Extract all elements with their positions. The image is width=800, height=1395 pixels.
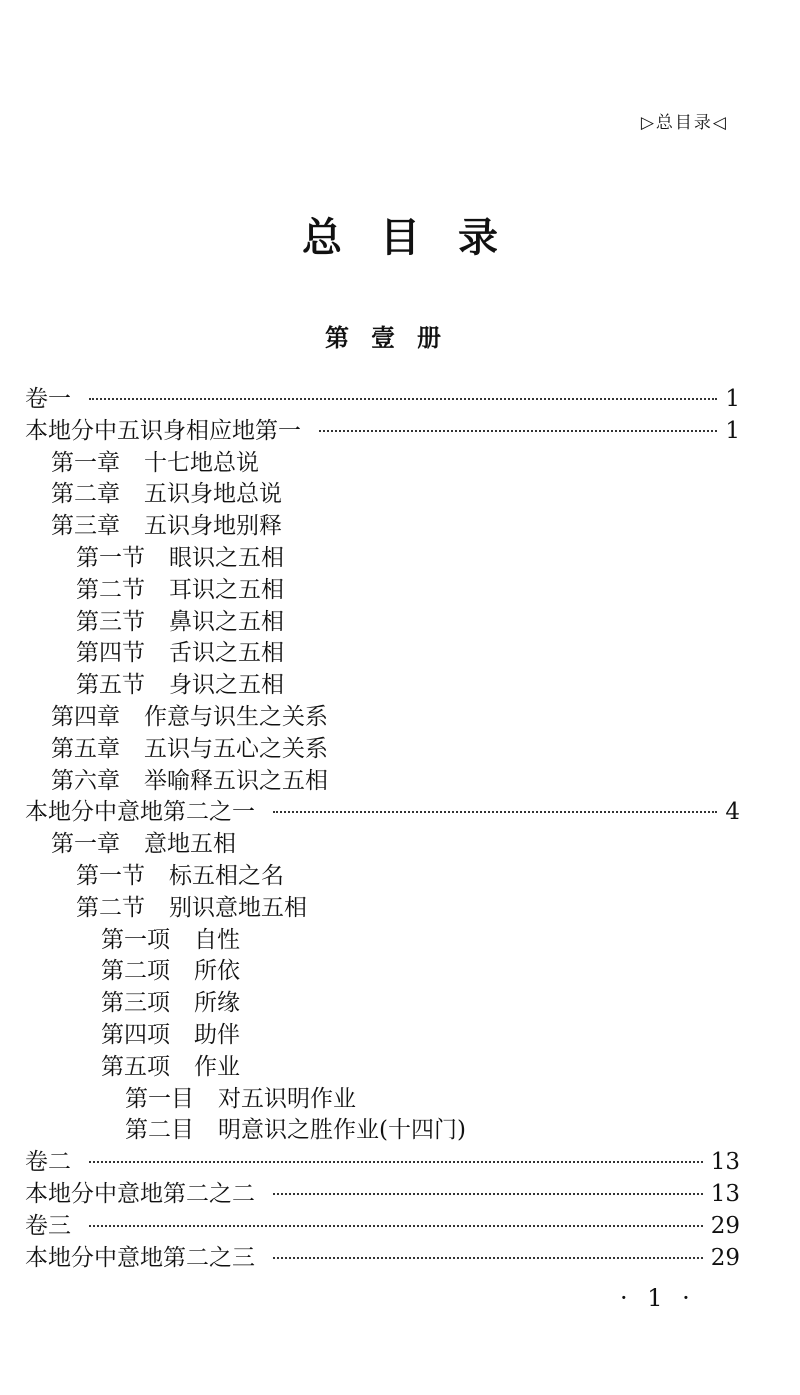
toc-entry-title: 标五相之名 — [169, 862, 284, 889]
toc-entry[interactable] — [25, 766, 740, 798]
toc-entry-page: 13 — [710, 1180, 740, 1207]
toc-entry-page: 1 — [725, 417, 740, 444]
toc-entry[interactable] — [25, 702, 740, 734]
dot-leader — [273, 1193, 703, 1195]
toc-entry-number: 第四项 — [101, 1021, 170, 1048]
toc-entry-page: 1 — [725, 386, 740, 412]
toc-entry-title: 自性 — [194, 926, 240, 953]
toc-entry[interactable] — [25, 734, 740, 766]
toc-entry-number: 第二节 — [76, 576, 145, 603]
toc-entry[interactable] — [25, 861, 740, 893]
toc-entry[interactable] — [25, 797, 740, 829]
toc-entry[interactable] — [25, 384, 740, 416]
toc-entry[interactable] — [25, 1243, 740, 1275]
toc-entry-title: 所缘 — [194, 990, 240, 1017]
toc-entry-title: 五识与五心之关系 — [144, 735, 328, 762]
toc-entry-title: 卷二 — [25, 1149, 71, 1176]
toc-entry-title: 鼻识之五相 — [169, 608, 284, 635]
toc-entry[interactable] — [25, 1147, 740, 1179]
dot-leader — [89, 1225, 703, 1227]
toc-entry-number: 第三章 — [51, 513, 120, 540]
toc-entry[interactable] — [25, 1084, 740, 1116]
toc-entry[interactable] — [25, 956, 740, 988]
toc-entry-number: 第三节 — [76, 608, 145, 635]
toc-entry-page: 29 — [710, 1244, 740, 1271]
toc-entry[interactable] — [25, 670, 740, 702]
toc-entry-title: 本地分中意地第二之二 — [25, 1180, 255, 1207]
toc-entry-number: 第二节 — [76, 894, 145, 921]
toc-entry[interactable] — [25, 1211, 740, 1243]
dot-leader — [89, 1161, 703, 1163]
toc-entry-number: 第四章 — [51, 703, 120, 730]
toc-entry[interactable] — [25, 1179, 740, 1211]
dot-leader — [273, 1257, 703, 1259]
toc-entry-title: 意地五相 — [144, 831, 236, 858]
toc-entry-title: 眼识之五相 — [169, 544, 284, 571]
toc-entry-title: 所依 — [194, 958, 240, 985]
toc-entry-page: 13 — [710, 1149, 740, 1176]
toc-entry[interactable] — [25, 448, 740, 480]
toc-entry-number: 第一节 — [76, 544, 145, 571]
scan-speck — [662, 184, 676, 188]
running-header: ▷总目录◁ — [640, 113, 728, 133]
dot-leader — [89, 398, 717, 400]
toc-entry-title: 五识身地别释 — [144, 513, 282, 540]
toc-entry-title: 别识意地五相 — [169, 894, 307, 921]
toc-entry-number: 第五节 — [76, 672, 145, 699]
toc-entry[interactable] — [25, 829, 740, 861]
toc-entry-number: 第二章 — [51, 481, 120, 508]
toc-entry-title: 舌识之五相 — [169, 640, 284, 667]
toc-entry-number: 第一项 — [101, 926, 170, 953]
toc-entry-title: 作业 — [194, 1053, 240, 1080]
toc-entry-number: 第一章 — [51, 831, 120, 858]
toc-entry-number: 第一节 — [76, 862, 145, 889]
toc-entry[interactable] — [25, 1052, 740, 1084]
toc-entry-number: 第四节 — [76, 640, 145, 667]
page-number: · 1 · — [620, 1284, 696, 1312]
toc-entry-title: 明意识之胜作业(十四门) — [218, 1117, 466, 1144]
dot-leader — [273, 811, 717, 813]
toc-entry-title: 举喻释五识之五相 — [144, 767, 328, 794]
toc-entry-title: 对五识明作业 — [218, 1085, 356, 1112]
toc-entry[interactable] — [25, 638, 740, 670]
toc-entry[interactable] — [25, 925, 740, 957]
toc-entry-number: 第一章 — [51, 449, 120, 476]
toc-entry[interactable] — [25, 479, 740, 511]
toc-entry-title: 卷一 — [25, 386, 71, 412]
toc-entry-title: 卷三 — [25, 1212, 71, 1239]
toc-entry-title: 五识身地总说 — [144, 481, 282, 508]
toc-entry-page: 4 — [725, 799, 740, 826]
toc-entry[interactable] — [25, 1020, 740, 1052]
volume-title: 第壹册 — [325, 324, 463, 352]
toc-entry-title: 身识之五相 — [169, 672, 284, 699]
page-title: 总目录 — [302, 215, 536, 261]
toc-entry-number: 第二目 — [125, 1117, 194, 1144]
toc-entry-title: 本地分中五识身相应地第一 — [25, 417, 301, 444]
toc-entry-number: 第五章 — [51, 735, 120, 762]
toc-entry[interactable] — [25, 543, 740, 575]
toc-entry-number: 第二项 — [101, 958, 170, 985]
toc-entry-number: 第一目 — [125, 1085, 194, 1112]
toc-entry-page: 29 — [710, 1212, 740, 1239]
toc-entry[interactable] — [25, 607, 740, 639]
toc-entry[interactable] — [25, 1115, 740, 1147]
toc-entry-title: 作意与识生之关系 — [144, 703, 328, 730]
toc-entry[interactable] — [25, 511, 740, 543]
toc-entry-title: 本地分中意地第二之一 — [25, 799, 255, 826]
toc-entry[interactable] — [25, 575, 740, 607]
toc-entry-title: 助伴 — [194, 1021, 240, 1048]
toc-entry-number: 第六章 — [51, 767, 120, 794]
toc-entry[interactable] — [25, 893, 740, 925]
table-of-contents — [25, 384, 740, 1274]
toc-entry[interactable] — [25, 416, 740, 448]
toc-entry-title: 十七地总说 — [144, 449, 259, 476]
toc-entry-number: 第三项 — [101, 990, 170, 1017]
toc-entry[interactable] — [25, 988, 740, 1020]
toc-entry-number: 第五项 — [101, 1053, 170, 1080]
toc-entry-title: 耳识之五相 — [169, 576, 284, 603]
dot-leader — [319, 430, 717, 432]
toc-entry-title: 本地分中意地第二之三 — [25, 1244, 255, 1271]
